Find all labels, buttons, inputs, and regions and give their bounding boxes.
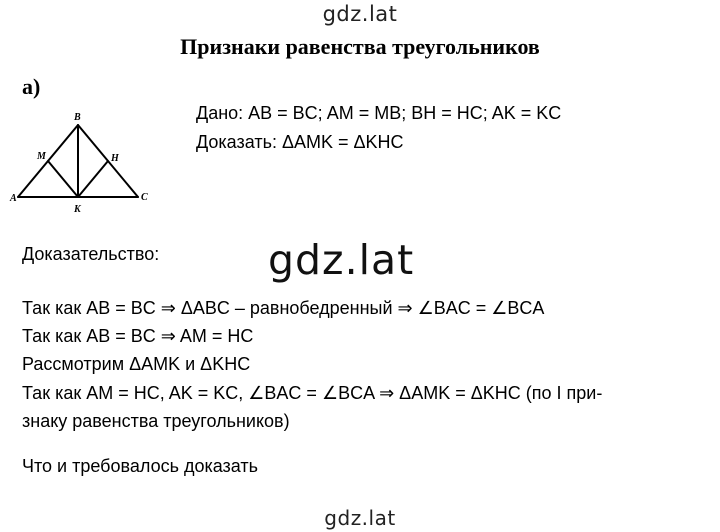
given-statement: Дано: AB = BC; AM = MB; BH = HC; AK = KC (196, 103, 562, 123)
vertex-label-k: K (74, 204, 81, 215)
proof-line: Так как AB = BC ⇒ ΔABC – равнобедренный ⇒ ∠BAC = ∠BCA (22, 298, 545, 318)
proof-line: Так как AB = BC ⇒ AM = HC (22, 326, 254, 346)
proof-line: Так как AM = HC, AK = KC, ∠BAC = ∠BCA ⇒ ΔAMK = ΔKHC (по I при- (22, 383, 603, 403)
segment-hk (78, 161, 108, 197)
segment-mk (48, 161, 78, 197)
conclusion: Что и требовалось доказать (22, 456, 259, 476)
vertex-label-a: A (10, 193, 17, 204)
proof-line: Рассмотрим ΔAMK и ΔKHC (22, 354, 251, 374)
vertex-label-c: C (141, 192, 148, 203)
proof-line: знаку равенства треугольников) (22, 411, 290, 431)
vertex-label-h: H (111, 153, 119, 164)
watermark-top: gdz.lat (322, 2, 398, 26)
triangle-figure (8, 108, 158, 218)
watermark-bottom: gdz.lat (324, 506, 396, 530)
page-title: Признаки равенства треугольников (180, 34, 540, 59)
vertex-label-b: B (74, 112, 81, 123)
proof-heading: Доказательство: (22, 244, 160, 264)
prove-statement: Доказать: ΔAMK = ΔKHC (196, 132, 404, 152)
watermark-middle: gdz.lat (268, 236, 415, 284)
part-label: а) (22, 74, 41, 99)
vertex-label-m: M (37, 151, 46, 162)
